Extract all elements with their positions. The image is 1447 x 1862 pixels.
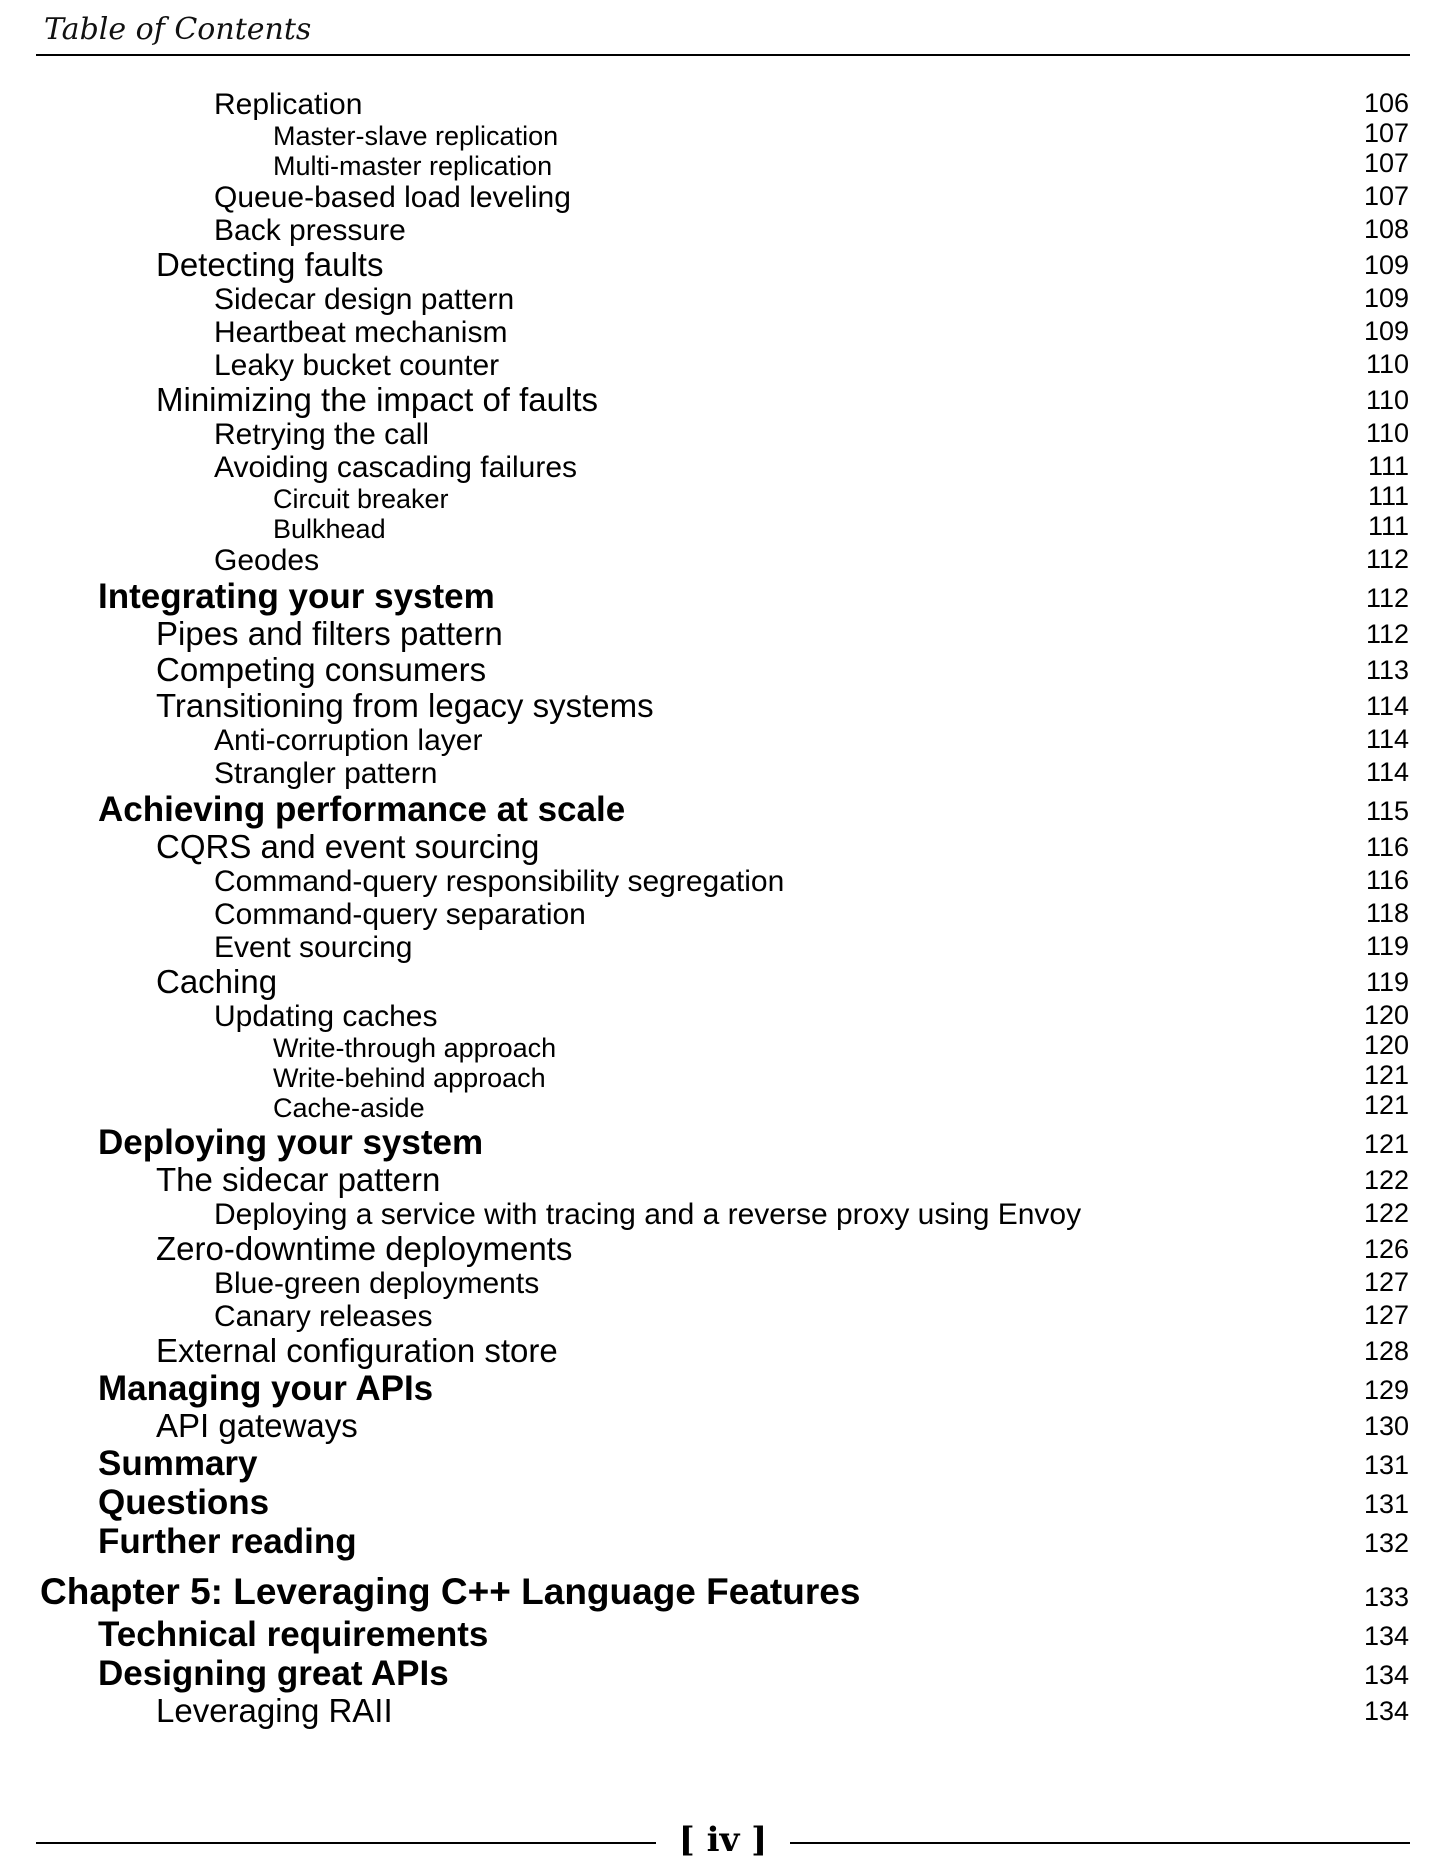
toc-entry[interactable]	[0, 544, 1447, 577]
toc-entry-title: Achieving performance at scale	[98, 790, 626, 829]
toc-entry[interactable]	[0, 88, 1447, 121]
toc-entry-title: Master-slave replication	[273, 121, 559, 151]
toc-entry-title: Canary releases	[214, 1300, 433, 1333]
toc-entry-page: 110	[1365, 385, 1409, 415]
toc-entry-page: 127	[1363, 1300, 1409, 1330]
toc-entry-title: Updating caches	[214, 1000, 438, 1033]
toc-entry-page: 110	[1365, 349, 1409, 379]
toc-entry-page: 126	[1363, 1234, 1409, 1264]
toc-entry-title: CQRS and event sourcing	[156, 828, 540, 865]
toc-entry[interactable]	[0, 1123, 1447, 1162]
toc-entry-title: Leaky bucket counter	[214, 349, 500, 382]
toc-entry[interactable]	[0, 451, 1447, 484]
toc-entry[interactable]	[0, 1654, 1447, 1693]
toc-entry-page: 109	[1363, 316, 1409, 346]
toc-entry-title: Queue-based load leveling	[214, 181, 571, 214]
toc-entry-title: Write-through approach	[273, 1033, 557, 1063]
toc-entry[interactable]	[0, 865, 1447, 898]
toc-entry-title: Pipes and filters pattern	[156, 615, 503, 652]
toc-entry[interactable]	[0, 898, 1447, 931]
toc-entry-title: Competing consumers	[156, 651, 487, 688]
toc-entry[interactable]	[0, 1615, 1447, 1654]
toc-entry[interactable]	[0, 214, 1447, 247]
toc-entry[interactable]	[0, 688, 1447, 724]
toc-entry-page: 116	[1365, 832, 1409, 862]
toc-entry-page: 107	[1363, 181, 1409, 211]
toc-entry[interactable]	[0, 1000, 1447, 1033]
toc-entry-title: Minimizing the impact of faults	[156, 381, 599, 418]
toc-entry-page: 118	[1365, 898, 1409, 928]
toc-entry-title: The sidecar pattern	[156, 1161, 441, 1198]
toc-entry[interactable]	[0, 1369, 1447, 1408]
toc-entry-page: 121	[1363, 1129, 1409, 1159]
toc-entry-title: Questions	[98, 1483, 270, 1522]
toc-entry-page: 116	[1365, 865, 1409, 895]
toc-entry[interactable]	[0, 1162, 1447, 1198]
toc-entry-title: Command-query separation	[214, 898, 586, 931]
toc-entry-title: Write-behind approach	[273, 1063, 546, 1093]
toc-entry-page: 112	[1365, 619, 1409, 649]
toc-entry-title: Heartbeat mechanism	[214, 316, 508, 349]
toc-entry[interactable]	[0, 1060, 1447, 1093]
toc-entry-title: Bulkhead	[273, 514, 386, 544]
toc-entry-title: Multi-master replication	[273, 151, 553, 181]
toc-entry[interactable]	[0, 418, 1447, 451]
toc-entry-title: Leveraging RAII	[156, 1692, 393, 1729]
toc-entry-title: Strangler pattern	[214, 757, 438, 790]
toc-entry-title: Replication	[214, 88, 363, 121]
toc-entry[interactable]	[0, 1569, 1447, 1615]
toc-entry-page: 129	[1363, 1375, 1409, 1405]
toc-entry-page: 127	[1363, 1267, 1409, 1297]
footer-divider-right	[790, 1842, 1410, 1844]
toc-entry-title: Deploying a service with tracing and a reverse proxy using Envoy	[214, 1198, 1082, 1231]
toc-entry-page: 134	[1363, 1696, 1409, 1726]
toc-entry-title: Zero-downtime deployments	[156, 1230, 573, 1267]
toc-entry-page: 115	[1365, 796, 1409, 826]
toc-entry-page: 112	[1365, 583, 1409, 613]
toc-entry-page: 111	[1367, 511, 1409, 541]
toc-entry-title: Detecting faults	[156, 246, 384, 283]
toc-entry[interactable]	[0, 481, 1447, 514]
toc-entry-title: Managing your APIs	[98, 1369, 434, 1408]
toc-entry-title: Retrying the call	[214, 418, 430, 451]
toc-entry[interactable]	[0, 790, 1447, 829]
toc-entry-page: 134	[1363, 1660, 1409, 1690]
toc-entry-page: 109	[1363, 250, 1409, 280]
toc-entry[interactable]	[0, 316, 1447, 349]
toc-entry-page: 119	[1365, 967, 1409, 997]
toc-entry[interactable]	[0, 283, 1447, 316]
toc-entry-page: 128	[1363, 1336, 1409, 1366]
toc-entry-page: 114	[1365, 724, 1409, 754]
toc-entry-title: Back pressure	[214, 214, 406, 247]
toc-entry[interactable]	[0, 652, 1447, 688]
toc-entry[interactable]	[0, 1231, 1447, 1267]
toc-entry-page: 111	[1367, 451, 1409, 481]
toc-entry-page: 122	[1363, 1165, 1409, 1195]
toc-entry-page: 120	[1363, 1030, 1409, 1060]
toc-entry-page: 107	[1363, 118, 1409, 148]
toc-entry[interactable]	[0, 382, 1447, 418]
toc-entry[interactable]	[0, 1483, 1447, 1522]
footer-page-number: [ iv ]	[678, 1820, 768, 1860]
toc-entry[interactable]	[0, 724, 1447, 757]
toc-entry-title: Chapter 5: Leveraging C++ Language Features	[40, 1571, 861, 1612]
toc-entry-page: 114	[1365, 757, 1409, 787]
toc-entry-page: 131	[1363, 1450, 1409, 1480]
toc-entry[interactable]	[0, 829, 1447, 865]
toc-entry[interactable]	[0, 757, 1447, 790]
page-footer	[36, 1818, 1410, 1858]
toc-entry[interactable]	[0, 1444, 1447, 1483]
toc-entry-title: Further reading	[98, 1522, 357, 1561]
toc-entry[interactable]	[0, 1300, 1447, 1333]
toc-entry[interactable]	[0, 931, 1447, 964]
toc-entry-page: 133	[1363, 1582, 1409, 1612]
toc-entry[interactable]	[0, 181, 1447, 214]
toc-entry-page: 121	[1363, 1090, 1409, 1120]
toc-entry-title: Cache-aside	[273, 1093, 425, 1123]
header-divider	[36, 54, 1410, 56]
toc-entry-title: Sidecar design pattern	[214, 283, 515, 316]
toc-entry[interactable]	[0, 349, 1447, 382]
toc-entry-title: Technical requirements	[98, 1615, 489, 1654]
toc-entry-page: 130	[1363, 1411, 1409, 1441]
toc-entry-page: 121	[1363, 1060, 1409, 1090]
toc-entry[interactable]	[0, 247, 1447, 283]
toc-entry[interactable]	[0, 511, 1447, 544]
toc-entry[interactable]	[0, 1030, 1447, 1063]
toc-entry[interactable]	[0, 148, 1447, 181]
toc-list	[0, 88, 1447, 1729]
toc-entry-page: 113	[1365, 655, 1409, 685]
toc-entry[interactable]	[0, 616, 1447, 652]
toc-entry[interactable]	[0, 1522, 1447, 1561]
toc-entry-page: 114	[1365, 691, 1409, 721]
toc-entry-title: Geodes	[214, 544, 320, 577]
toc-entry-title: Deploying your system	[98, 1123, 484, 1162]
toc-entry-page: 122	[1363, 1198, 1409, 1228]
toc-entry-title: Designing great APIs	[98, 1654, 449, 1693]
toc-entry-title: Circuit breaker	[273, 484, 449, 514]
toc-entry-title: API gateways	[156, 1407, 358, 1444]
toc-entry-page: 119	[1365, 931, 1409, 961]
toc-entry-title: Avoiding cascading failures	[214, 451, 578, 484]
toc-entry[interactable]	[0, 577, 1447, 616]
toc-entry-page: 134	[1363, 1621, 1409, 1651]
toc-entry-title: Transitioning from legacy systems	[156, 687, 654, 724]
toc-entry-title: Command-query responsibility segregation	[214, 865, 785, 898]
running-header-title: Table of Contents	[44, 12, 312, 47]
toc-entry[interactable]	[0, 1267, 1447, 1300]
toc-entry-page: 111	[1367, 481, 1409, 511]
toc-entry-title: Summary	[98, 1444, 258, 1483]
toc-entry-page: 106	[1363, 88, 1409, 118]
toc-entry-page: 108	[1363, 214, 1409, 244]
toc-entry-page: 109	[1363, 283, 1409, 313]
toc-entry[interactable]	[0, 1408, 1447, 1444]
toc-entry-title: Caching	[156, 963, 278, 1000]
toc-entry-page: 131	[1363, 1489, 1409, 1519]
toc-entry-page: 112	[1365, 544, 1409, 574]
toc-entry-page: 120	[1363, 1000, 1409, 1030]
toc-entry[interactable]	[0, 1333, 1447, 1369]
toc-entry-page: 110	[1365, 418, 1409, 448]
toc-entry[interactable]	[0, 1198, 1447, 1231]
toc-entry[interactable]	[0, 964, 1447, 1000]
toc-entry[interactable]	[0, 1090, 1447, 1123]
toc-entry-title: Event sourcing	[214, 931, 413, 964]
toc-entry-page: 132	[1363, 1528, 1409, 1558]
toc-entry-title: External configuration store	[156, 1332, 558, 1369]
toc-entry-title: Integrating your system	[98, 577, 495, 616]
toc-entry-title: Anti-corruption layer	[214, 724, 483, 757]
toc-entry[interactable]	[0, 118, 1447, 151]
toc-entry-title: Blue-green deployments	[214, 1267, 540, 1300]
toc-entry-page: 107	[1363, 148, 1409, 178]
toc-entry[interactable]	[0, 1693, 1447, 1729]
